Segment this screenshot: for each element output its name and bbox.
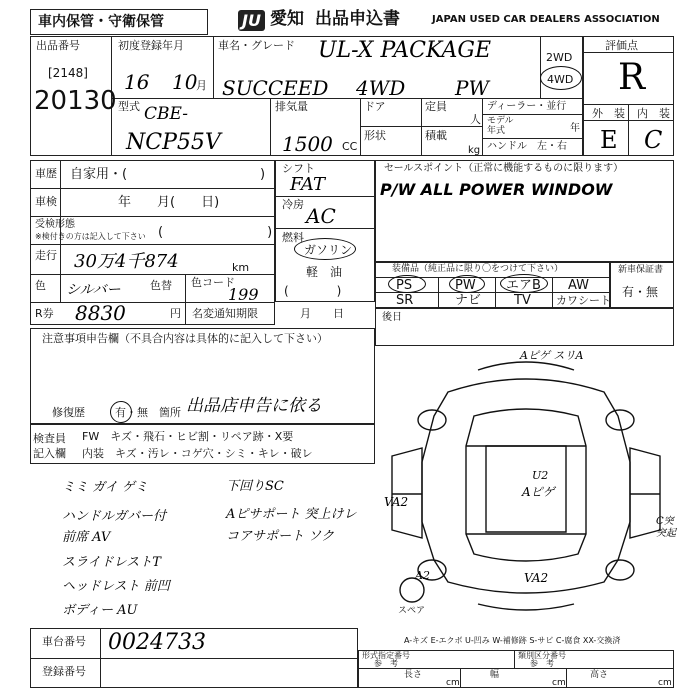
drive-type: 4WD <box>356 76 406 100</box>
equip-airbag: エアB <box>506 278 541 293</box>
door-label: ドア <box>364 100 386 113</box>
model-label: 型式 <box>118 100 140 113</box>
damage-legend: A-キズ E-エクボ U-凹み W-補修跡 S-サビ C-腐食 XX-交換済 <box>404 636 621 645</box>
note-left-5: ヘッドレスト 前凹 <box>62 579 170 594</box>
drive-4wd: 4WD <box>547 73 574 86</box>
note-right-3: コアサポート ソク <box>226 529 335 544</box>
warranty-value: 有・無 <box>622 285 659 299</box>
model-name: SUCCEED <box>222 76 329 100</box>
load-unit: kg <box>468 145 481 156</box>
divider <box>30 274 275 275</box>
color-value: シルバー <box>66 282 121 298</box>
class-number-label: 類別区分番号 <box>518 651 566 660</box>
mileage-unit: km <box>232 261 250 274</box>
lot-small-number: [2148] <box>48 66 88 80</box>
divider <box>30 188 275 189</box>
divider <box>185 302 186 325</box>
model-year-label: モデル 年式 <box>487 116 514 136</box>
color-label: 色 <box>35 279 46 292</box>
displacement-value: 1500 <box>282 132 333 156</box>
tax-notice-value: 月 日 <box>300 307 344 320</box>
divider <box>111 98 583 99</box>
mark-u2: U2 <box>532 469 549 482</box>
model-prefix: CBE- <box>144 104 188 124</box>
displacement-label: 排気量 <box>275 100 308 113</box>
receive-label: 受検形態 <box>35 219 75 230</box>
mark-va2-bottom: VA2 <box>524 571 549 585</box>
note-left-2: ハンドルガバー付 <box>62 509 167 524</box>
divider <box>30 216 275 217</box>
height-label: 高さ <box>590 670 609 680</box>
color-code-label: 色コード <box>191 276 235 289</box>
pw-circle <box>449 275 485 293</box>
first-reg-label: 初度登録年月 <box>118 39 184 52</box>
repair-options: 有・無 箇所 <box>115 406 181 419</box>
divider <box>60 160 61 302</box>
logo-text: 愛知 <box>270 9 304 29</box>
cc-unit: CC <box>342 140 358 153</box>
interior-score: C <box>644 126 663 154</box>
color-code: 199 <box>228 285 259 304</box>
lot-label: 出品番号 <box>36 39 80 52</box>
shape-label: 形状 <box>364 129 386 142</box>
tax-notice-label: 名変通知期限 <box>192 307 258 320</box>
mark-apige: Aピゲ <box>522 485 555 499</box>
grade: UL-X PACKAGE <box>318 38 492 63</box>
later-label: 後日 <box>382 312 402 323</box>
equip-aw: AW <box>568 278 590 293</box>
selling-points-text: P/W ALL POWER WINDOW <box>380 180 613 199</box>
exterior-label: 外 装 <box>592 107 625 120</box>
later-box <box>375 308 674 346</box>
divider <box>213 36 214 98</box>
length-unit: cm <box>446 678 460 688</box>
shift-label: シフト <box>282 162 315 175</box>
equipment-label: 装備品（純正品に限り〇をつけて下さい） <box>392 264 564 274</box>
fw-line: FW キズ・飛石・ヒビ割・リペア跡・X要 <box>82 430 294 443</box>
fuel-alt: 軽 油 <box>306 265 343 279</box>
repair-circle <box>110 401 132 423</box>
divider <box>360 98 361 156</box>
handle-label: ハンドル 左・右 <box>487 141 567 152</box>
equip-leather: カワシート <box>556 294 611 307</box>
history-label: 車歴 <box>35 167 57 180</box>
dealer-label: ディーラー・並行 <box>487 101 567 112</box>
lot-number: 20130 <box>34 86 117 116</box>
drive-2wd: 2WD <box>546 51 573 64</box>
divider <box>438 277 439 308</box>
equip-sr: SR <box>396 293 414 308</box>
reg-month: 10 <box>172 70 198 94</box>
airbag-circle <box>500 274 548 293</box>
mileage-label: 走行 <box>35 249 57 262</box>
divider <box>482 138 583 139</box>
form-number-ref: 参 考 <box>374 659 398 668</box>
form-number-label: 形式指定番号 <box>362 651 410 660</box>
note-right-1: 下回りSC <box>226 479 284 494</box>
mark-va2-left: VA2 <box>384 495 409 509</box>
note-left-3: 前席 AV <box>62 530 111 545</box>
length-label: 長さ <box>404 670 423 680</box>
load-label: 積載 <box>425 129 447 142</box>
class-number-ref: 参 考 <box>530 659 554 668</box>
selling-points-box <box>375 160 674 262</box>
attention-label: 注意事項申告欄（不具合内容は具体的に記入して下さい） <box>42 332 328 345</box>
spare-label: スペア <box>398 606 426 616</box>
fuel-value: ガソリン <box>304 243 353 257</box>
shift-value: FAT <box>290 174 325 195</box>
r-ticket-label: R券 <box>35 307 54 320</box>
equip-ps: PS <box>396 278 413 293</box>
note-left-1: ミミ ガイ ゲミ <box>62 480 148 495</box>
divider <box>628 104 629 156</box>
mark-side-note: C突 突起 <box>656 516 676 539</box>
fuel-label: 燃料 <box>282 231 304 244</box>
height-unit: cm <box>658 678 672 688</box>
model-code: NCP55V <box>126 130 221 155</box>
divider <box>460 668 461 688</box>
mileage-value: 30万4千874 <box>74 251 179 272</box>
reg-no-label: 登録番号 <box>42 665 86 678</box>
car-name-label: 車名・グレード <box>218 39 295 52</box>
equip-navi: ナビ <box>455 293 482 308</box>
equip-pw: PW <box>455 278 476 293</box>
receive-paren: ( ) <box>158 225 273 240</box>
entry-label: 記入欄 <box>33 447 66 460</box>
drive-4wd-circle <box>540 66 582 90</box>
inspection-label: 車検 <box>35 195 57 208</box>
interior-label: 内 装 <box>637 107 670 120</box>
r-ticket-unit: 円 <box>170 307 181 320</box>
capacity-unit: 人 <box>470 113 481 126</box>
divider <box>30 244 275 245</box>
repair-label: 修復歴 <box>52 406 85 419</box>
divider <box>360 126 482 127</box>
divider <box>275 196 375 197</box>
note-right-2: Aピサポート 突上けレ <box>226 507 357 522</box>
exterior-score: E <box>600 126 618 154</box>
receive-note: ※検付きの方は記入して下さい <box>35 232 146 241</box>
divider <box>275 228 375 229</box>
divider <box>482 98 483 156</box>
divider <box>270 98 271 156</box>
reg-year: 16 <box>124 70 150 94</box>
ju-logo: JU <box>238 10 265 31</box>
cooling-label: 冷房 <box>282 198 304 211</box>
repair-note: 出品店申告に依る <box>186 396 322 416</box>
diagram-top-note: Aピゲ スリA <box>520 349 584 362</box>
warranty-label: 新車保証書 <box>618 265 664 275</box>
note-left-6: ボディー AU <box>62 603 138 618</box>
divider <box>514 650 515 668</box>
model-year-unit: 年 <box>570 123 580 134</box>
chassis-value: 0024733 <box>108 630 206 655</box>
reg-month-unit: 月 <box>196 79 207 92</box>
divider <box>482 114 583 115</box>
width-unit: cm <box>552 678 566 688</box>
fuel-circle <box>294 238 356 260</box>
note-left-4: スライドレストT <box>62 555 161 570</box>
history-close: ) <box>260 167 266 182</box>
fuel-paren: ( ) <box>284 284 342 298</box>
evaluation-score: R <box>618 57 646 98</box>
equip-tv: TV <box>514 293 531 308</box>
capacity-label: 定員 <box>425 100 447 113</box>
form-title: 出品申込書 <box>315 9 400 29</box>
ps-circle <box>388 275 426 293</box>
divider <box>100 628 101 688</box>
divider <box>540 36 541 98</box>
divider <box>566 668 567 688</box>
divider <box>421 98 422 156</box>
storage-label: 車内保管・守衛保管 <box>38 14 164 30</box>
color-swap-label: 色替 <box>150 279 172 292</box>
divider <box>185 274 186 302</box>
divider <box>583 52 674 53</box>
selling-points-label: セールスポイント（正常に機能するものに限ります） <box>384 163 624 174</box>
divider <box>30 658 358 659</box>
evaluation-label: 評価点 <box>605 39 638 52</box>
association-name: JAPAN USED CAR DEALERS ASSOCIATION <box>432 14 660 25</box>
history-value: 自家用・( <box>70 167 128 182</box>
interior-line: 内装 キズ・汚レ・コゲ穴・シミ・キレ・破レ <box>82 447 313 460</box>
cooling-value: AC <box>306 204 336 228</box>
inspector-label: 検査員 <box>33 432 66 445</box>
chassis-label: 車台番号 <box>42 635 86 648</box>
inspection-value: 年 月( 日) <box>118 195 220 210</box>
width-label: 幅 <box>490 670 500 680</box>
divider <box>495 277 496 308</box>
r-ticket-value: 8830 <box>75 301 126 325</box>
divider <box>552 277 553 308</box>
pw-text: PW <box>455 76 490 100</box>
mark-a2: A2 <box>415 569 430 582</box>
divider <box>358 668 674 669</box>
